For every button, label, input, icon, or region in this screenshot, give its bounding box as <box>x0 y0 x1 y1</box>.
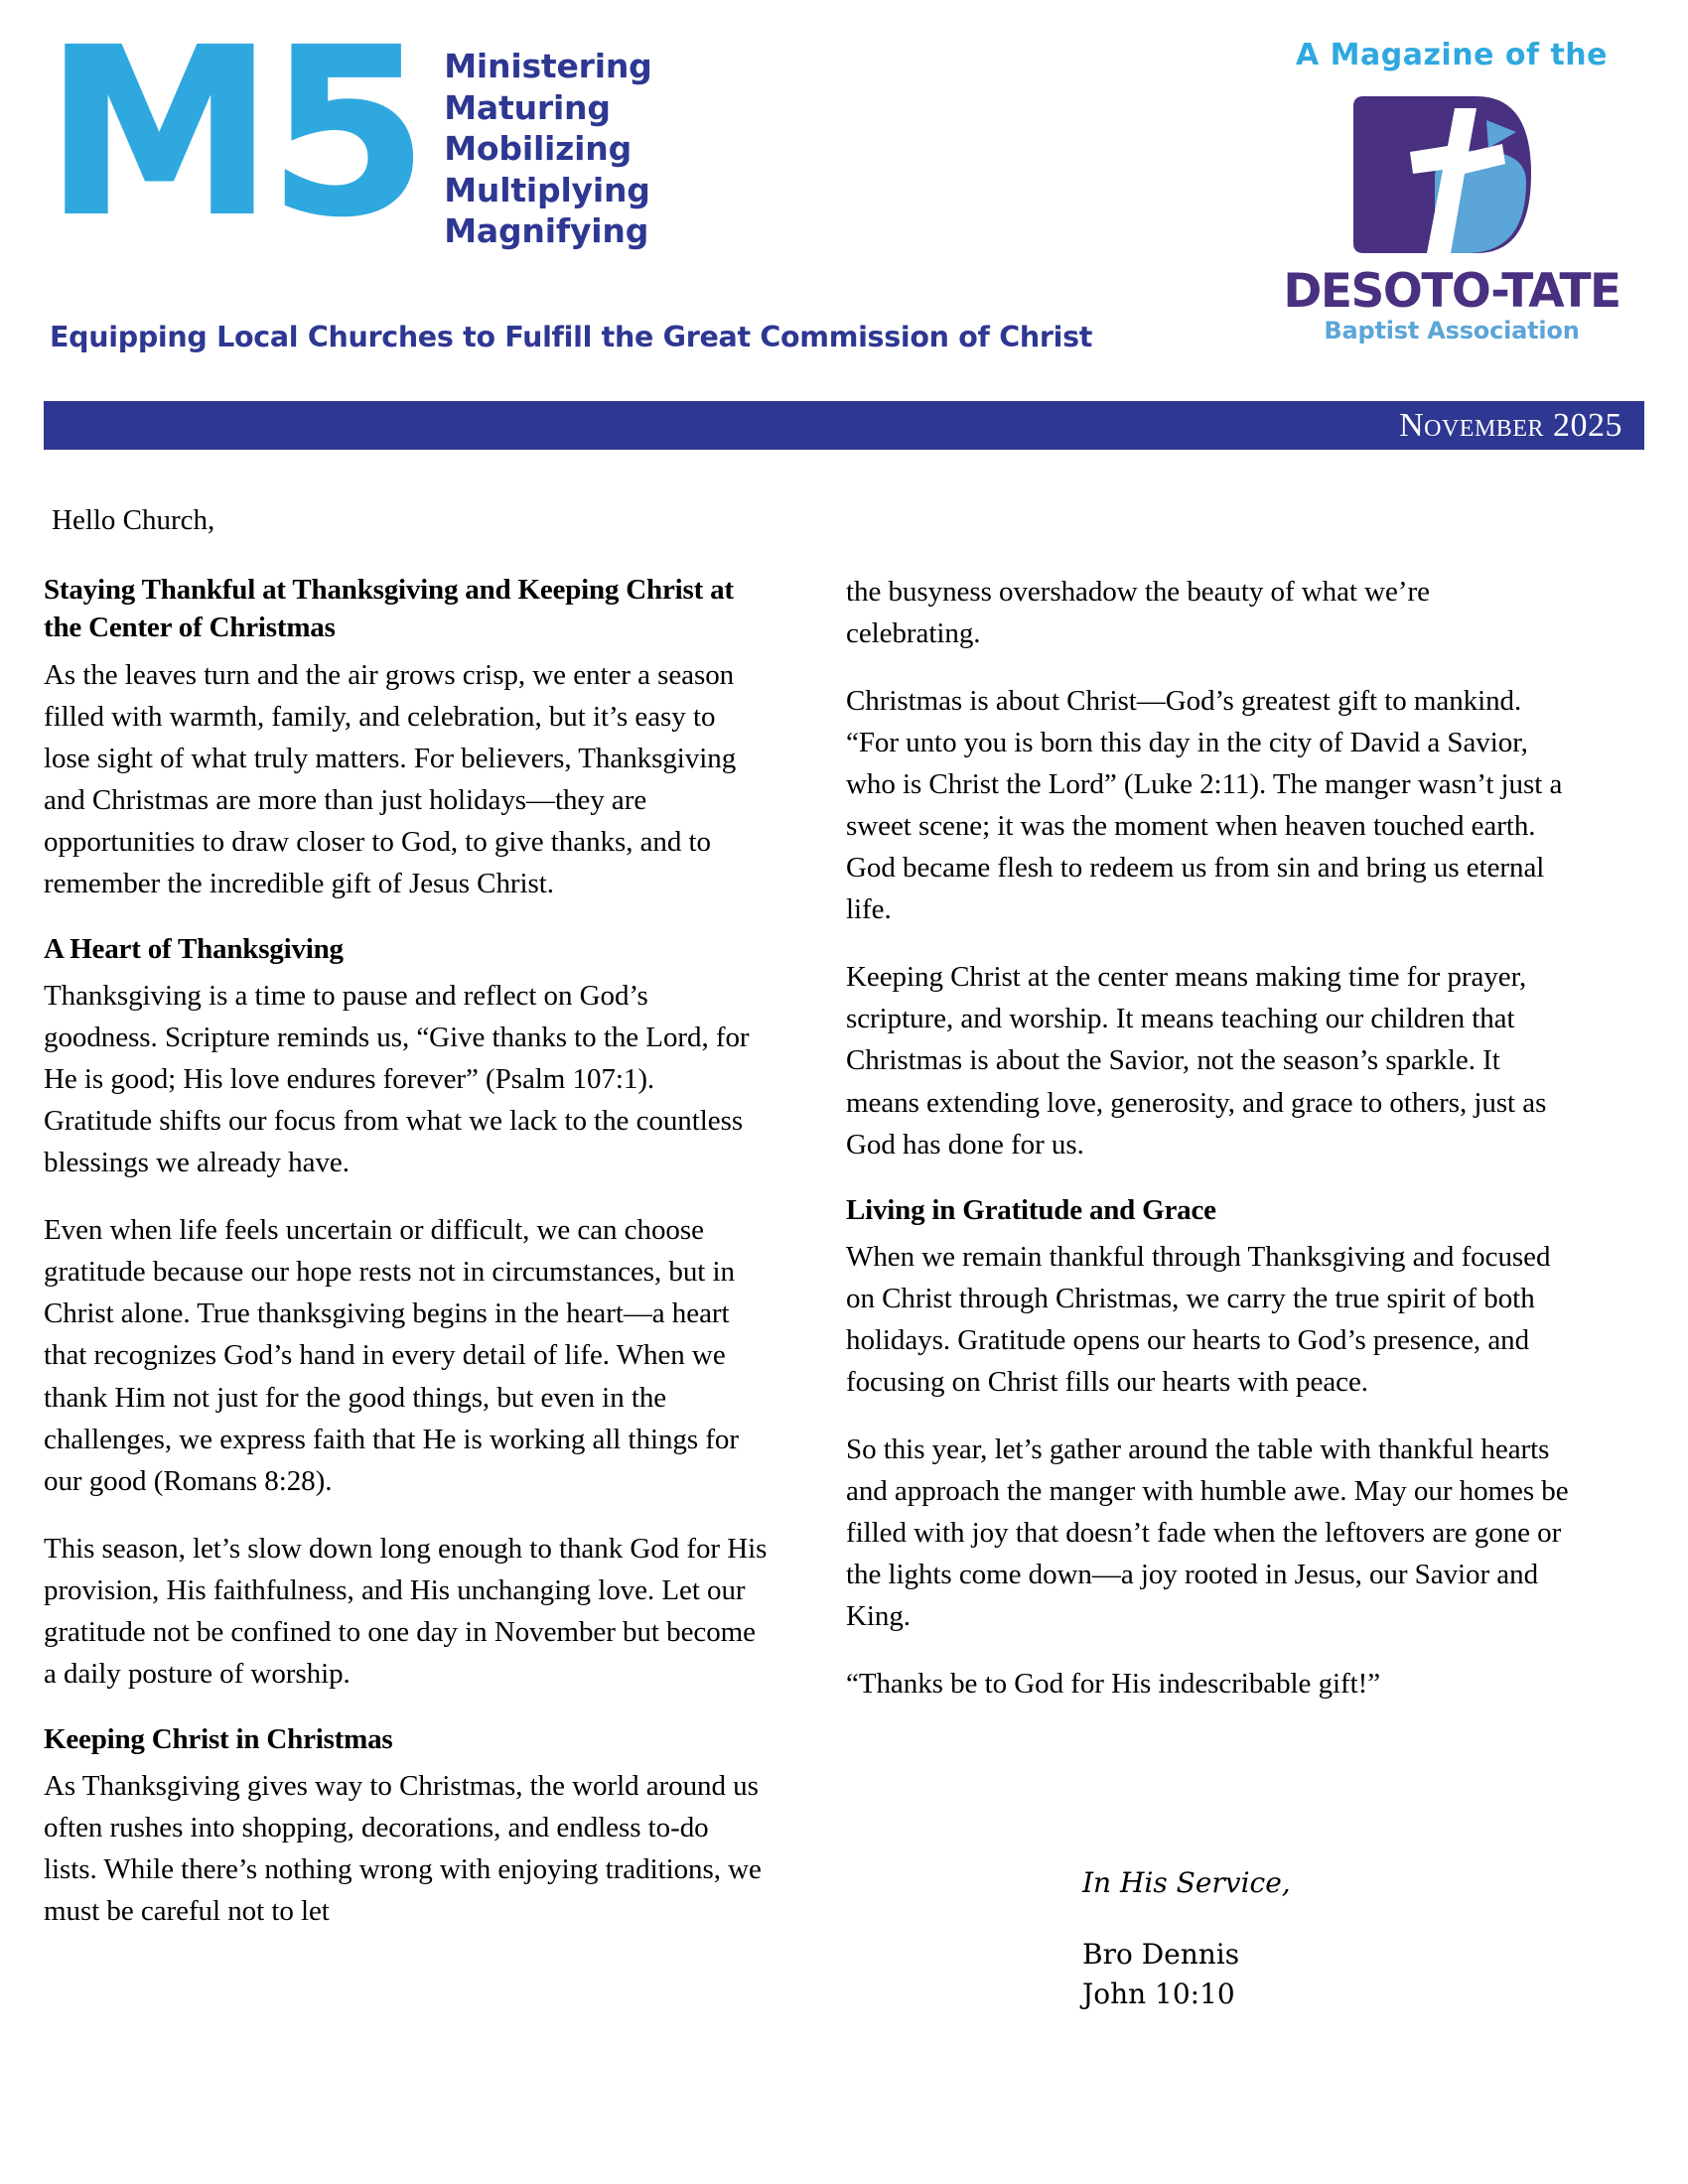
right-column <box>846 571 1571 1958</box>
issue-date-label: November 2025 <box>1399 407 1622 445</box>
masthead-tagline: Equipping Local Churches to Fulfill the Great Commission of Christ <box>50 321 1093 353</box>
section-heading: Staying Thankful at Thanksgiving and Keeping Christ at the Center of Christmas <box>44 574 734 644</box>
signature-name: Bro Dennis <box>1082 1938 1240 1971</box>
masthead <box>0 0 1688 387</box>
section-heading: A Heart of Thanksgiving <box>44 932 344 965</box>
m5-word-list <box>444 46 651 252</box>
body-paragraph: the busyness overshadow the beauty of what we’re celebrating. <box>846 576 1430 650</box>
body-paragraph: So this year, let’s gather around the table with thankful hearts and approach the manger with humble awe. May our homes be filled with joy that doesn’t fade when the leftovers are gone or the lights come down—a joy rooted in Jesus, our Savior and King. <box>846 1433 1569 1633</box>
letter-salutation: Hello Church, <box>52 504 215 536</box>
m5-word-magnifying: Magnifying <box>444 211 649 251</box>
signature-closing: In His Service, <box>1082 1866 1291 1899</box>
section-heading: Keeping Christ in Christmas <box>44 1722 393 1755</box>
left-column <box>44 571 769 1958</box>
article-columns <box>44 571 1644 1958</box>
m5-word-maturing: Maturing <box>444 87 611 127</box>
body-paragraph: As Thanksgiving gives way to Christmas, the world around us often rushes into shopping, decorations, and endless to-do lists. While there’s nothing wrong with enjoying traditions, we must be careful not to let <box>44 1770 762 1928</box>
signature-block <box>1082 1866 1291 2014</box>
body-paragraph: As the leaves turn and the air grows crisp, we enter a season filled with warmth, family, and celebration, but it’s easy to lose sight of what truly matters. For believers, Thanksgiving and Christmas are more than just holidays—they are opportunities to draw closer to God, to give thanks, and to remember the incredible gift of Jesus Christ. <box>44 658 737 899</box>
signature-verse: John 10:10 <box>1082 1977 1235 2010</box>
body-paragraph: Even when life feels uncertain or difficult, we can choose gratitude because our hope rests not in circumstances, but in Christ alone. True thanksgiving begins in the heart—a heart that recognizes God’s hand in every detail of life. When we thank Him not just for the good things, but even in the challenges, we express faith that He is working all things for our good (Romans 8:28). <box>44 1214 739 1497</box>
association-logo-block <box>1253 38 1650 344</box>
body-paragraph: This season, let’s slow down long enough to thank God for His provision, His faithfulness, and His unchanging love. Let our gratitude not be confined to one day in November but become a daily posture of worship. <box>44 1532 768 1690</box>
association-kicker: A Magazine of the <box>1295 38 1609 72</box>
body-paragraph: “Thanks be to God for His indescribable gift!” <box>846 1668 1381 1701</box>
m5-word-mobilizing: Mobilizing <box>444 129 632 169</box>
association-name: DESOTO-TATE <box>1283 264 1620 319</box>
m5-word-multiplying: Multiplying <box>444 170 650 209</box>
issue-date-banner <box>44 401 1644 450</box>
body-paragraph: Christmas is about Christ—God’s greatest gift to mankind. “For unto you is born this day in the city of David a Savior, who is Christ the Lord” (Luke 2:11). The manger wasn’t just a sweet scene; it was the moment when heaven touched earth. God became flesh to redeem us from sin and bring us eternal life. <box>846 685 1563 926</box>
m5-logo-block <box>45 0 652 267</box>
body-paragraph: When we remain thankful through Thanksgiving and focused on Christ through Christmas, we carry the true spirit of both holidays. Gratitude opens our hearts to God’s presence, and focusing on Christ fills our hearts with peace. <box>846 1240 1551 1399</box>
m5-logo-text: M5 <box>45 0 423 267</box>
section-heading: Living in Gratitude and Grace <box>846 1193 1216 1226</box>
desoto-tate-emblem-icon <box>1328 82 1576 266</box>
association-subtitle: Baptist Association <box>1324 317 1580 344</box>
body-paragraph: Keeping Christ at the center means making time for prayer, scripture, and worship. It means teaching our children that Christmas is about the Savior, not the season’s sparkle. It means extending love, generosity, and grace to others, just as God has done for us. <box>846 961 1547 1160</box>
body-paragraph: Thanksgiving is a time to pause and reflect on God’s goodness. Scripture reminds us, “Give thanks to the Lord, for He is good; His love endures forever” (Psalm 107:1). Gratitude shifts our focus from what we lack to the countless blessings we already have. <box>44 980 750 1179</box>
m5-word-ministering: Ministering <box>444 47 652 85</box>
